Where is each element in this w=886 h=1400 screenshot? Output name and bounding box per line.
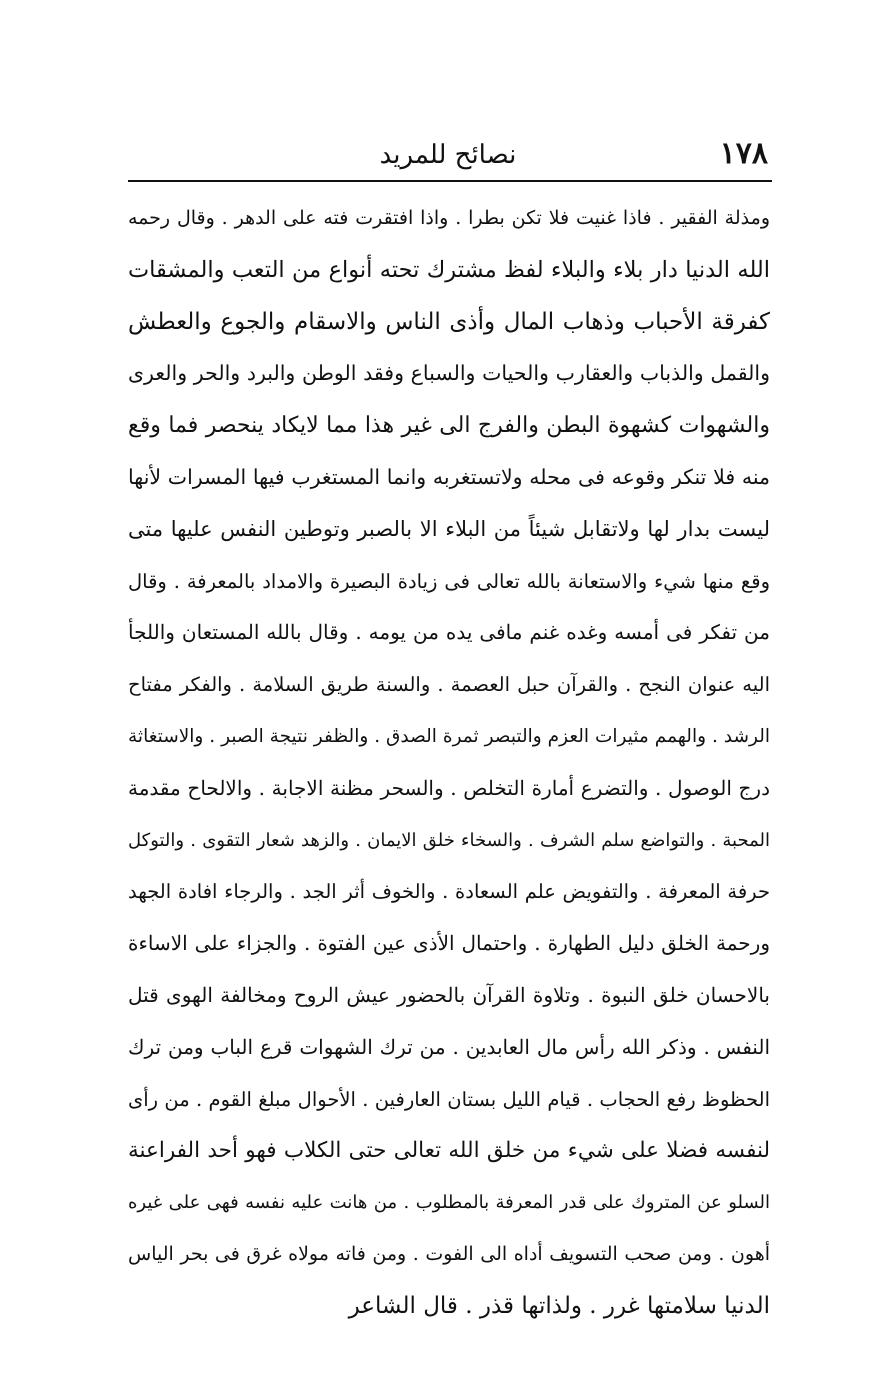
running-title: نصائح للمريد [379, 140, 517, 170]
text-line: المحبة . والتواضع سلم الشرف . والسخاء خلق الايمان . والزهد شعار التقوى . والتوكل [128, 829, 770, 851]
text-line: منه فلا تنكر وقوعه فى محله ولاتستغربه وانما المستغرب فيها المسرات لأنها [128, 464, 770, 489]
text-line: النفس . وذكر الله رأس مال العابدين . من ترك الشهوات قرع الباب ومن ترك [128, 1034, 770, 1059]
text-line: ليست بدار لها ولاتقابل شيئاً من البلاء الا بالصبر وتوطين النفس عليها متى [128, 516, 770, 541]
text-line: والقمل والذباب والعقارب والحيات والسباع وفقد الوطن والبرد والحر والعرى [128, 361, 770, 386]
page-header [128, 132, 768, 178]
text-line: السلو عن المتروك على قدر المعرفة بالمطلوب . من هانت عليه نفسه فهى على غيره [128, 1192, 770, 1214]
text-line: والشهوات كشهوة البطن والفرج الى غير هذا مما لايكاد ينحصر فما وقع [128, 413, 770, 439]
text-line: الله الدنيا دار بلاء والبلاء لفظ مشترك تحته أنواع من التعب والمشقات [128, 256, 770, 283]
body-text [128, 193, 770, 1333]
text-line: لنفسه فضلا على شيء من خلق الله تعالى حتى الكلاب فهو أحد الفراعنة [128, 1138, 770, 1164]
text-line: الحظوظ رفع الحجاب . قيام الليل بستان العارفين . الأحوال مبلغ القوم . من رأى [128, 1087, 770, 1111]
text-line: أهون . ومن صحب التسويف أداه الى الفوت . ومن فاته مولاه غرق فى بحر الياس [128, 1242, 770, 1265]
text-line: ومذلة الفقير . فاذا غنيت فلا تكن بطرا . واذا افتقرت فته على الدهر . وقال رحمه [128, 207, 770, 229]
text-line: اليه عنوان النجح . والقرآن حبل العصمة . والسنة طريق السلامة . والفكر مفتاح [128, 673, 770, 697]
text-line: الدنيا سلامتها غرر . ولذاتها قذر . قال الشاعر [348, 1292, 770, 1319]
text-line: الرشد . والهمم مثيرات العزم والتبصر ثمرة الصدق . والظفر نتيجة الصبر . والاستغاثة [128, 725, 770, 747]
text-line: من تفكر فى أمسه وغده غنم مافى يده من يومه . وقال بالله المستعان واللجأ [128, 620, 770, 645]
text-line: حرفة المعرفة . والتفويض علم السعادة . والخوف أثر الجد . والرجاء افادة الجهد [128, 880, 770, 904]
page-number: ١٧٨ [719, 136, 768, 171]
text-line: ورحمة الخلق دليل الطهارة . واحتمال الأذى عين الفتوة . والجزاء على الاساءة [128, 931, 770, 956]
text-line: درج الوصول . والتضرع أمارة التخلص . والسحر مظنة الاجابة . والالحاح مقدمة [128, 775, 770, 800]
text-line: وقع منها شيء والاستعانة بالله تعالى فى زيادة البصيرة والامداد بالمعرفة . وقال [128, 569, 770, 593]
text-line: كفرقة الأحباب وذهاب المال وأذى الناس والاسقام والجوع والعطش [128, 308, 770, 335]
text-line: بالاحسان خلق النبوة . وتلاوة القرآن بالحضور عيش الروح ومخالفة الهوى قتل [128, 982, 770, 1007]
header-rule [128, 180, 772, 182]
